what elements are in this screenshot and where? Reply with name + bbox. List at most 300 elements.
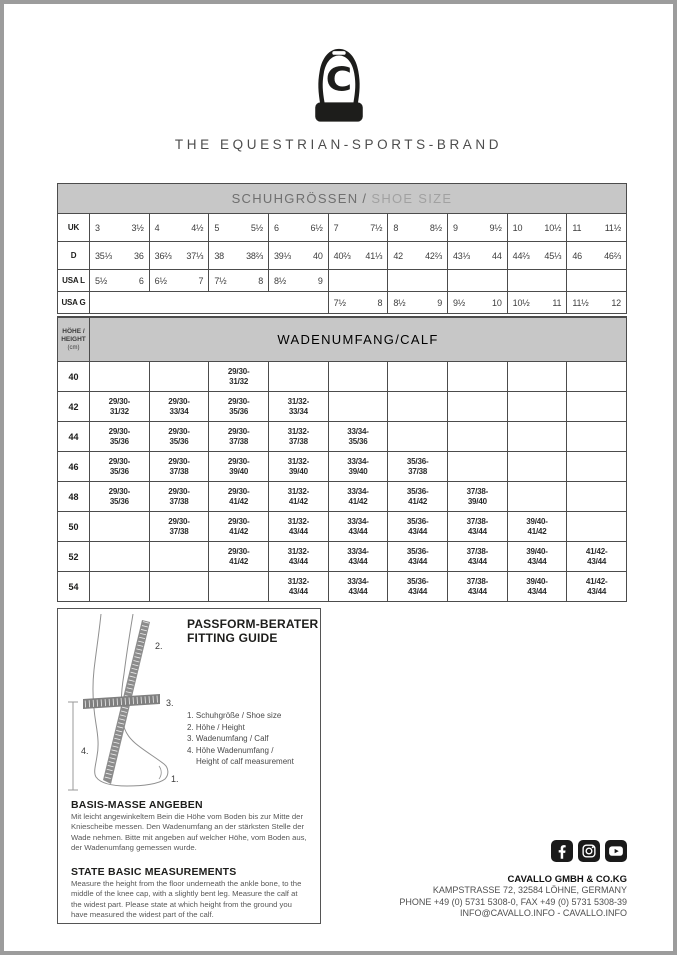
size-value-left: 39⅓ [274,250,291,261]
calf-range-line: 31/32- [287,487,310,496]
empty-cell [507,361,567,391]
size-value-right: 11 [552,297,562,308]
calf-range-line: 35/36 [348,436,368,446]
calf-range-cell [328,421,388,451]
brand-tagline: THE EQUESTRIAN-SPORTS-BRAND [174,137,503,152]
calf-range-line: 29/30- [108,397,131,406]
shoe-size-row [58,269,626,291]
size-value-left: 5½ [95,275,108,286]
calf-range-cell [268,571,328,601]
height-value: 50 [58,511,89,541]
shoe-size-cell [149,213,209,241]
basic-measurements-text-en: Measure the height from the floor underneath the ankle bone, to the middle of the knee cap, with a slightly bent leg. Measure the calf at the widest part. Please state at which height from the ground you have measured the widest part of the calf. [71,879,302,920]
calf-range-cell [208,361,268,391]
calf-range-line: 41/42 [229,556,249,566]
calf-range-line: 37/38 [169,466,189,476]
calf-range-line: 29/30- [227,367,250,376]
empty-cell [507,481,567,511]
legend-item: 3. Wadenumfang / Calf [187,734,269,743]
size-value-left: 10 [512,222,523,233]
height-value: 44 [58,421,89,451]
calf-range-line: 29/30- [168,517,190,526]
calf-range-line: 39/40- [526,517,548,526]
basic-measurements-text-de: Mit leicht angewinkeltem Bein die Höhe vom Boden bis zur Mitte der Kniescheibe messen. Den Wadenumfang an der stärksten Stelle der Wade nehmen. Bitte mit angeben auf welcher Höhe, vom Boden aus, der Wadenumfang gemessen wurde. [71,812,307,853]
calf-range-line: 41/42- [585,577,608,586]
empty-cell [149,571,209,601]
size-value-right: 7 [198,275,204,286]
calf-range-line: 37/38- [466,517,489,526]
shoe-size-table-title [58,184,626,213]
size-value-right: 3½ [131,222,144,233]
shoe-size-cell [447,213,507,241]
company-web: INFO@CAVALLO.INFO - CAVALLO.INFO [460,908,627,919]
size-value-left: 44⅔ [512,250,530,261]
row-label: UK [58,213,89,241]
shoe-size-cell [268,269,328,291]
diagram-label-4: 4. [81,746,89,756]
size-value-right: 8½ [429,222,442,233]
shoe-size-cell [149,241,209,269]
shoe-size-cell [89,213,149,241]
shoe-size-cell [507,213,567,241]
diagram-label-3: 3. [166,698,174,708]
size-value-left: 8½ [274,275,287,286]
size-value-right: 9 [437,297,442,308]
empty-cell [89,291,328,313]
shoe-size-cell [328,213,388,241]
height-corner-cell [58,317,89,361]
calf-range-line: 35/36 [169,436,189,446]
calf-row [58,511,626,541]
calf-range-line: 29/30- [108,487,131,496]
height-value: 42 [58,391,89,421]
calf-range-cell [566,541,626,571]
calf-range-line: 43/44 [288,526,308,536]
empty-cell [566,269,626,291]
calf-range-line: 29/30- [108,427,131,436]
calf-range-cell [149,421,209,451]
size-value-right: 12 [611,297,621,308]
row-label: D [58,241,89,269]
calf-range-line: 29/30- [168,487,190,496]
legend-item: 2. Höhe / Height [187,722,245,732]
size-value-right: 9½ [489,222,502,233]
diagram-label-1: 1. [171,774,179,784]
calf-range-cell [447,541,507,571]
calf-range-line: 37/38- [466,547,489,556]
size-value-left: 7½ [214,275,227,286]
calf-range-cell [507,571,567,601]
calf-range-line: 31/32- [287,547,310,556]
calf-range-line: 31/32- [287,457,310,466]
calf-range-line: 31/32- [287,427,310,436]
calf-range-line: 43/44 [587,586,607,596]
calf-range-line: 43/44 [408,526,428,536]
calf-range-line: 43/44 [467,556,487,566]
calf-range-line: 29/30- [227,457,250,466]
empty-cell [89,541,149,571]
calf-range-cell [89,481,149,511]
shoe-size-cell [268,213,328,241]
calf-size-table [57,316,627,602]
calf-range-line: 29/30- [227,487,250,496]
calf-range-line: 33/34- [347,427,369,436]
height-value: 46 [58,451,89,481]
calf-range-line: 33/34- [347,577,369,586]
calf-range-cell [149,391,209,421]
empty-cell [566,421,626,451]
legend-item: 4. Höhe Wadenumfang / [187,745,274,755]
facebook-icon[interactable] [551,840,573,862]
empty-cell [208,571,268,601]
corner-line: HEIGHT [61,335,86,343]
height-value: 40 [58,361,89,391]
shoe-size-table-rows [58,213,626,313]
calf-range-line: 37/38- [466,487,489,496]
shoe-size-cell [208,213,268,241]
calf-range-line: 35/36 [109,496,129,506]
company-info [399,874,627,920]
calf-range-line: 35/36 [109,466,129,476]
calf-range-line: 41/42 [229,496,249,506]
size-value-right: 4½ [191,222,204,233]
calf-range-line: 41/42 [229,526,249,536]
calf-range-line: 43/44 [408,556,428,566]
empty-cell [387,391,447,421]
height-value: 54 [58,571,89,601]
fitting-guide-title-en: FITTING GUIDE [187,630,278,645]
shoe-size-cell [208,269,268,291]
size-value-right: 37⅓ [186,250,204,261]
calf-range-line: 33/34- [347,457,369,466]
calf-table-header [58,317,626,361]
calf-range-line: 41/42 [527,526,547,536]
shoe-size-cell [89,241,149,269]
size-value-left: 6 [274,222,279,233]
calf-range-cell [328,511,388,541]
title-en: SHOE SIZE [371,191,453,206]
calf-range-cell [208,391,268,421]
calf-range-line: 35/36 [229,406,249,416]
calf-range-cell [149,511,209,541]
shoe-size-cell [149,269,209,291]
size-value-right: 8 [377,297,383,308]
size-value-left: 36⅔ [154,250,172,261]
row-label: USA L [58,269,89,291]
calf-range-line: 31/32 [229,376,249,386]
size-value-left: 9 [453,222,458,233]
calf-range-cell [328,541,388,571]
leg-measurement-diagram [63,614,187,796]
calf-range-line: 41/42 [288,496,308,506]
calf-range-cell [328,571,388,601]
calf-range-cell [208,481,268,511]
calf-row [58,361,626,391]
shoe-size-cell [507,291,567,313]
calf-range-line: 35/36- [406,577,429,586]
size-value-left: 4 [154,222,160,233]
size-value-right: 45⅓ [544,250,562,261]
size-value-left: 8½ [393,297,406,308]
size-value-left: 46 [572,250,582,261]
calf-range-line: 29/30- [168,427,190,436]
calf-range-line: 37/38 [229,436,249,446]
shoe-size-cell [447,241,507,269]
calf-range-line: 43/44 [527,586,547,596]
calf-range-line: 29/30- [108,457,131,466]
calf-range-cell [387,511,447,541]
calf-table-rows [58,361,626,601]
shoe-size-row [58,241,626,269]
title-sep: / [362,191,368,206]
size-value-right: 7½ [370,222,383,233]
shoe-size-row [58,291,626,313]
corner-line: HÖHE / [62,327,85,335]
calf-range-cell [447,511,507,541]
calf-range-cell [507,511,567,541]
title-en: CALF [400,332,439,347]
shoe-size-cell [566,241,626,269]
calf-range-line: 37/38 [169,526,189,536]
calf-range-line: 41/42 [408,496,428,506]
empty-cell [566,391,626,421]
size-value-left: 43⅓ [453,250,470,261]
shoe-size-cell [447,291,507,313]
empty-cell [387,269,447,291]
empty-cell [89,571,149,601]
calf-row [58,391,626,421]
calf-range-cell [89,451,149,481]
size-value-left: 10½ [512,297,530,308]
calf-range-line: 29/30- [227,427,250,436]
calf-range-line: 31/32 [109,406,129,416]
calf-range-line: 39/40 [288,466,308,476]
calf-range-line: 37/38 [288,436,308,446]
calf-range-line: 29/30- [227,517,250,526]
fitting-guide-legend [187,710,294,768]
calf-range-line: 31/32- [287,517,310,526]
calf-range-cell [149,481,209,511]
size-value-right: 6½ [310,222,323,233]
empty-cell [149,541,209,571]
calf-range-line: 43/44 [348,556,368,566]
calf-range-line: 41/42 [348,496,368,506]
shoe-size-table [57,183,627,314]
calf-range-line: 43/44 [408,586,428,596]
shoe-size-cell [566,213,626,241]
calf-range-cell [268,451,328,481]
calf-range-cell [447,571,507,601]
company-address: KAMPSTRASSE 72, 32584 LÖHNE, GERMANY [432,885,627,896]
calf-range-cell [387,451,447,481]
size-value-right: 42⅔ [425,250,442,261]
calf-range-line: 43/44 [467,586,487,596]
calf-range-line: 37/38 [169,496,189,506]
calf-range-line: 39/40 [229,466,249,476]
size-value-left: 42 [393,250,403,261]
shoe-size-cell [328,241,388,269]
company-name: CAVALLO GMBH & CO.KG [507,874,627,885]
shoe-size-cell [387,291,447,313]
calf-range-cell [208,511,268,541]
fitting-guide-box [57,608,321,924]
calf-range-line: 33/34 [288,406,308,416]
calf-range-cell [268,481,328,511]
company-phone-fax: PHONE +49 (0) 5731 5308-0, FAX +49 (0) 5731 5308-39 [399,896,627,907]
shoe-size-cell [387,213,447,241]
calf-range-line: 29/30- [227,547,250,556]
fitting-guide-title [187,618,318,645]
calf-range-cell [387,541,447,571]
calf-range-cell [328,451,388,481]
height-value: 48 [58,481,89,511]
empty-cell [566,481,626,511]
shoe-size-row [58,213,626,241]
calf-row [58,481,626,511]
calf-range-cell [328,481,388,511]
calf-table-title [89,317,626,361]
calf-range-line: 39/40 [467,496,487,506]
empty-cell [149,361,209,391]
calf-range-line: 35/36- [406,547,429,556]
title-de: WADENUMFANG [277,332,396,347]
instagram-icon[interactable] [578,840,600,862]
size-value-right: 8 [258,275,263,286]
empty-cell [507,269,567,291]
size-value-right: 40 [313,250,323,261]
size-value-left: 6½ [154,275,167,286]
calf-range-cell [208,421,268,451]
size-value-right: 10½ [544,222,562,233]
empty-cell [447,421,507,451]
shoe-size-cell [566,291,626,313]
calf-range-cell [268,391,328,421]
fitting-guide-title-de: PASSFORM-BERATER [187,617,319,631]
calf-range-line: 39/40- [526,547,548,556]
empty-cell [328,391,388,421]
size-value-left: 11 [572,222,582,233]
social-icons [551,840,627,862]
calf-range-cell [268,511,328,541]
calf-range-line: 43/44 [527,556,547,566]
size-value-left: 40⅔ [333,250,351,261]
basic-measurements-heading-en: STATE BASIC MEASUREMENTS [71,866,237,878]
calf-range-line: 37/38- [466,577,489,586]
legend-item: Height of calf measurement [196,757,294,766]
shoe-size-cell [328,291,388,313]
calf-range-line: 35/36- [406,517,429,526]
calf-range-line: 43/44 [467,526,487,536]
size-value-left: 5 [214,222,220,233]
calf-range-line: 39/40 [348,466,368,476]
size-value-left: 35⅓ [95,250,112,261]
row-label: USA G [58,291,89,313]
calf-range-line: 43/44 [288,586,308,596]
empty-cell [447,361,507,391]
calf-range-line: 35/36 [109,436,129,446]
calf-range-line: 29/30- [168,457,190,466]
empty-cell [89,511,149,541]
calf-range-line: 29/30- [227,397,250,406]
calf-row [58,571,626,601]
calf-range-line: 41/42- [585,547,608,556]
calf-range-cell [89,421,149,451]
calf-row [58,451,626,481]
calf-range-cell [268,541,328,571]
calf-range-cell [208,451,268,481]
empty-cell [328,269,388,291]
calf-range-line: 43/44 [348,526,368,536]
document-sheet [4,4,673,951]
size-value-left: 11½ [572,297,589,308]
cavallo-stirrup-logo-icon [313,48,365,124]
calf-range-line: 31/32- [287,397,310,406]
empty-cell [566,451,626,481]
size-value-left: 38 [214,250,224,261]
empty-cell [268,361,328,391]
size-value-left: 7½ [333,297,346,308]
empty-cell [328,361,388,391]
corner-unit: (cm) [67,344,80,351]
size-value-right: 5½ [250,222,263,233]
size-value-left: 3 [95,222,100,233]
calf-range-cell [387,571,447,601]
calf-range-line: 37/38 [408,466,428,476]
calf-row [58,421,626,451]
size-value-right: 9 [317,275,323,286]
shoe-size-cell [507,241,567,269]
calf-range-line: 33/34 [169,406,189,416]
shoe-size-cell [208,241,268,269]
calf-range-cell [89,391,149,421]
calf-range-line: 43/44 [348,586,368,596]
size-value-right: 6 [138,275,144,286]
calf-range-cell [208,541,268,571]
height-value: 52 [58,541,89,571]
calf-range-cell [507,541,567,571]
empty-cell [507,451,567,481]
calf-range-line: 31/32- [287,577,310,586]
shoe-size-cell [387,241,447,269]
youtube-icon[interactable] [605,840,627,862]
calf-range-cell [149,451,209,481]
logo-letter: C [325,60,353,100]
empty-cell [447,269,507,291]
calf-range-line: 35/36- [406,487,429,496]
size-value-right: 41⅓ [365,250,383,261]
empty-cell [89,361,149,391]
calf-range-line: 33/34- [347,547,369,556]
empty-cell [387,361,447,391]
empty-cell [507,391,567,421]
calf-range-line: 33/34- [347,517,369,526]
title-de: SCHUHGRÖSSEN [231,191,359,206]
calf-range-line: 43/44 [288,556,308,566]
empty-cell [566,361,626,391]
size-value-left: 9½ [453,297,466,308]
size-value-right: 38⅔ [246,250,263,261]
size-value-left: 7 [333,222,339,233]
calf-range-cell [387,481,447,511]
calf-range-line: 33/34- [347,487,369,496]
empty-cell [447,391,507,421]
calf-range-cell [268,421,328,451]
size-value-right: 44 [492,250,502,261]
empty-cell [387,421,447,451]
title-sep: / [395,332,401,347]
basic-measurements-heading-de: BASIS-MASSE ANGEBEN [71,799,203,811]
calf-range-cell [566,571,626,601]
